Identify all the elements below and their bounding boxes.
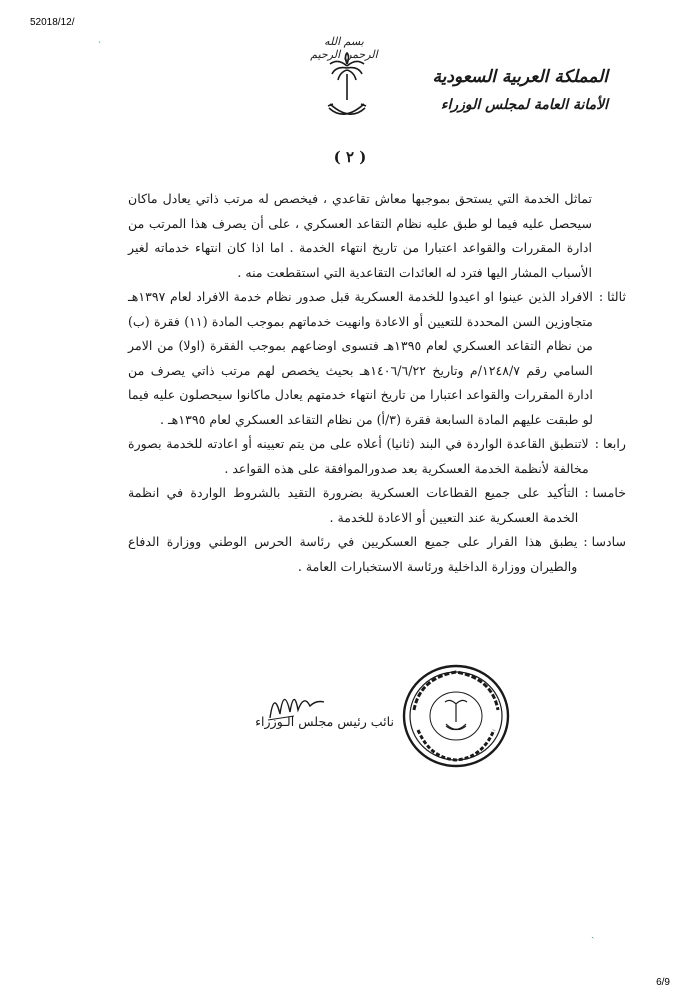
- print-date: 52018/12/: [30, 17, 75, 28]
- clause-fourth-label: رابعا :: [594, 436, 626, 451]
- scan-mark: ˎ: [591, 928, 595, 939]
- kingdom-name: المملكة العربية السعودية: [432, 67, 608, 87]
- clause-fourth-text: لاتنطبق القاعدة الواردة في البند (ثانيا) أعلاه على من يتم تعيينه أو اعادته للخدمة بصورة مخالفة لأنظمة الخدمة العسكرية بعد صدورالموافقة على هذه القواعد .: [128, 436, 589, 476]
- clause-sixth-text: يطبق هذا القرار على جميع العسكريين في رئاسة الحرس الوطني ووزارة الدفاع والطيران ووزارة الداخلية ورئاسة الاستخبارات العامة .: [128, 534, 578, 574]
- clause-fifth-text: التأكيد على جميع القطاعات العسكرية بضرورة التقيد بالشروط الواردة في انظمة الخدمة العسكرية عند التعيين أو الاعادة للخدمة .: [128, 485, 579, 525]
- clause-third-text: الافراد الذين عينوا او اعيدوا للخدمة العسكرية قبل صدور نظام خدمة الافراد لعام ١٣٩٧هـ متجاوزين السن المحددة للتعيين أو الاعادة وانهيت خدماتهم بموجب المادة (١١) فقرة (ب) من نظام التقاعد العسكري لعام ١٣٩٥هـ فتسوى اوضاعهم بموجب الفقرة (اولا) من الامر السامي رقم ١٢٤٨/٧/م وتاريخ ١٤٠٦/٦/٢٢هـ بحيث يخصص لهم مرتب ذاتي يصرف من ادارة المقررات والقواعد اعتبارا من تاريخ انتهاء خدمتهم يعادل ماكانوا سيحصلون عليه فيما لو طبقت عليهم المادة السابعة فقرة (٣/أ) من نظام التقاعد العسكري لعام ١٣٩٥هـ .: [128, 289, 593, 427]
- official-seal-icon: [400, 660, 512, 772]
- clause-third-label: ثالثا :: [598, 289, 626, 304]
- page-label: ( ٢ ): [333, 148, 367, 166]
- clause-sixth: [128, 530, 626, 579]
- secretariat-name: الأمانة العامة لمجلس الوزراء: [440, 97, 608, 113]
- scan-mark: ˎ: [98, 34, 101, 44]
- document-body: [128, 187, 626, 579]
- clause-sixth-label: سادسا :: [583, 534, 626, 549]
- clause-fifth-label: خامسا :: [584, 485, 626, 500]
- clause-fourth: [128, 432, 626, 481]
- intro-text: تماثل الخدمة التي يستحق بموجبها معاش تقاعدي ، فيخصص له مرتب ذاتي يعادل ماكان سيحصل عليه فيما لو طبق عليه نظام التقاعد العسكري ، على أن يصرف هذا المرتب من ادارة المقررات والقواعد اعتبارا من تاريخ انتهاء الخدمة . اما اذا كان انتهاء خدماته لغير الأسباب المشار اليها فترد له العائدات التقاعدية التي استقطعت منه .: [128, 191, 592, 280]
- letterhead: [428, 66, 608, 114]
- clause-fifth: [128, 481, 626, 530]
- intro-paragraph: [128, 187, 592, 285]
- clause-third: [128, 285, 626, 432]
- basmala: بسم الله الرحمن الرحيم: [310, 35, 378, 61]
- page-number: 6/9: [656, 977, 670, 988]
- signer-title: نائب رئيس مجلس الـوزراء: [255, 714, 394, 729]
- palm-swords-emblem-icon: [324, 52, 370, 128]
